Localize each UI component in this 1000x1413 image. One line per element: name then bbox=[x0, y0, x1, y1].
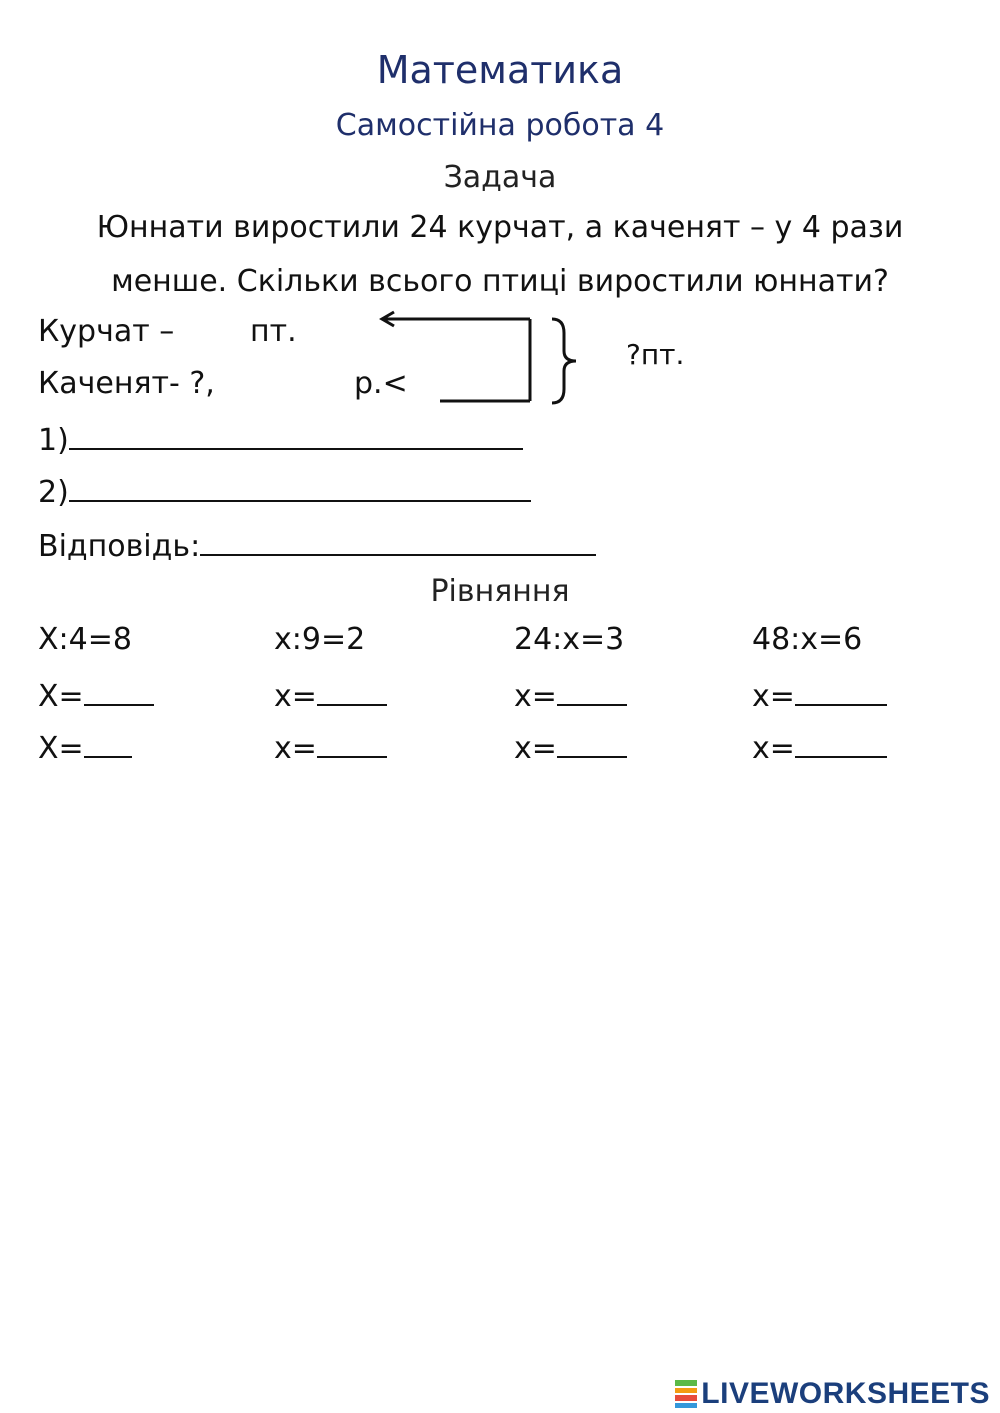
liveworksheets-logo bbox=[675, 1376, 990, 1412]
answer-blank[interactable] bbox=[200, 526, 596, 556]
equation-4-step-1 bbox=[752, 676, 887, 714]
logo-mark-icon bbox=[675, 1379, 697, 1409]
chickens-label: Курчат – bbox=[38, 314, 175, 349]
equation-1: Х:4=8 bbox=[38, 622, 132, 657]
chickens-unit: пт. bbox=[250, 314, 297, 349]
equation-2-step-1 bbox=[274, 676, 387, 714]
step-2-row bbox=[38, 472, 531, 510]
equation-2-step-2 bbox=[274, 728, 387, 766]
equation-4: 48:х=6 bbox=[752, 622, 863, 657]
equation-1-step-2-label: Х= bbox=[38, 731, 84, 766]
equation-3-step-1-label: х= bbox=[514, 679, 557, 714]
equation-4-step-1-label: х= bbox=[752, 679, 795, 714]
page-subtitle: Самостійна робота 4 bbox=[335, 108, 665, 143]
equation-3-step-2-blank[interactable] bbox=[557, 728, 627, 758]
equation-1-step-2-blank[interactable] bbox=[84, 728, 132, 758]
equation-3: 24:х=3 bbox=[514, 622, 625, 657]
equation-1-step-2 bbox=[38, 728, 132, 766]
step-1-label: 1) bbox=[38, 423, 69, 458]
equation-1-step-1-blank[interactable] bbox=[84, 676, 154, 706]
equation-4-step-1-blank[interactable] bbox=[795, 676, 887, 706]
answer-label: Відповідь: bbox=[38, 529, 201, 564]
equation-2-step-2-label: х= bbox=[274, 731, 317, 766]
equation-3-step-2 bbox=[514, 728, 627, 766]
equation-3-step-2-label: х= bbox=[514, 731, 557, 766]
page-title: Математика bbox=[376, 48, 624, 92]
equation-2: х:9=2 bbox=[274, 622, 366, 657]
ducklings-label: Каченят- ?, bbox=[38, 366, 215, 401]
answer-row bbox=[38, 526, 596, 564]
equation-2-step-2-blank[interactable] bbox=[317, 728, 387, 758]
equation-1-step-1 bbox=[38, 676, 154, 714]
equation-2-step-1-label: х= bbox=[274, 679, 317, 714]
task-text-line-1: Юннати виростили 24 курчат, а каченят – у 4 рази bbox=[96, 210, 904, 245]
equation-4-step-2-blank[interactable] bbox=[795, 728, 887, 758]
step-1-row bbox=[38, 420, 523, 458]
step-2-answer-blank[interactable] bbox=[69, 472, 531, 502]
equations-heading: Рівняння bbox=[430, 574, 570, 609]
ducklings-unit: р.< bbox=[354, 366, 408, 401]
step-2-label: 2) bbox=[38, 475, 69, 510]
equation-4-step-2-label: х= bbox=[752, 731, 795, 766]
task-text-line-2: менше. Скільки всього птиці виростили юннати? bbox=[111, 264, 889, 299]
equation-4-step-2 bbox=[752, 728, 887, 766]
equation-1-step-1-label: Х= bbox=[38, 679, 84, 714]
total-label: ?пт. bbox=[626, 338, 685, 371]
step-1-answer-blank[interactable] bbox=[69, 420, 523, 450]
task-heading: Задача bbox=[443, 160, 557, 195]
total-brace bbox=[552, 319, 576, 403]
equation-3-step-1 bbox=[514, 676, 627, 714]
logo-text: LIVEWORKSHEETS bbox=[701, 1377, 990, 1410]
equation-2-step-1-blank[interactable] bbox=[317, 676, 387, 706]
equation-3-step-1-blank[interactable] bbox=[557, 676, 627, 706]
